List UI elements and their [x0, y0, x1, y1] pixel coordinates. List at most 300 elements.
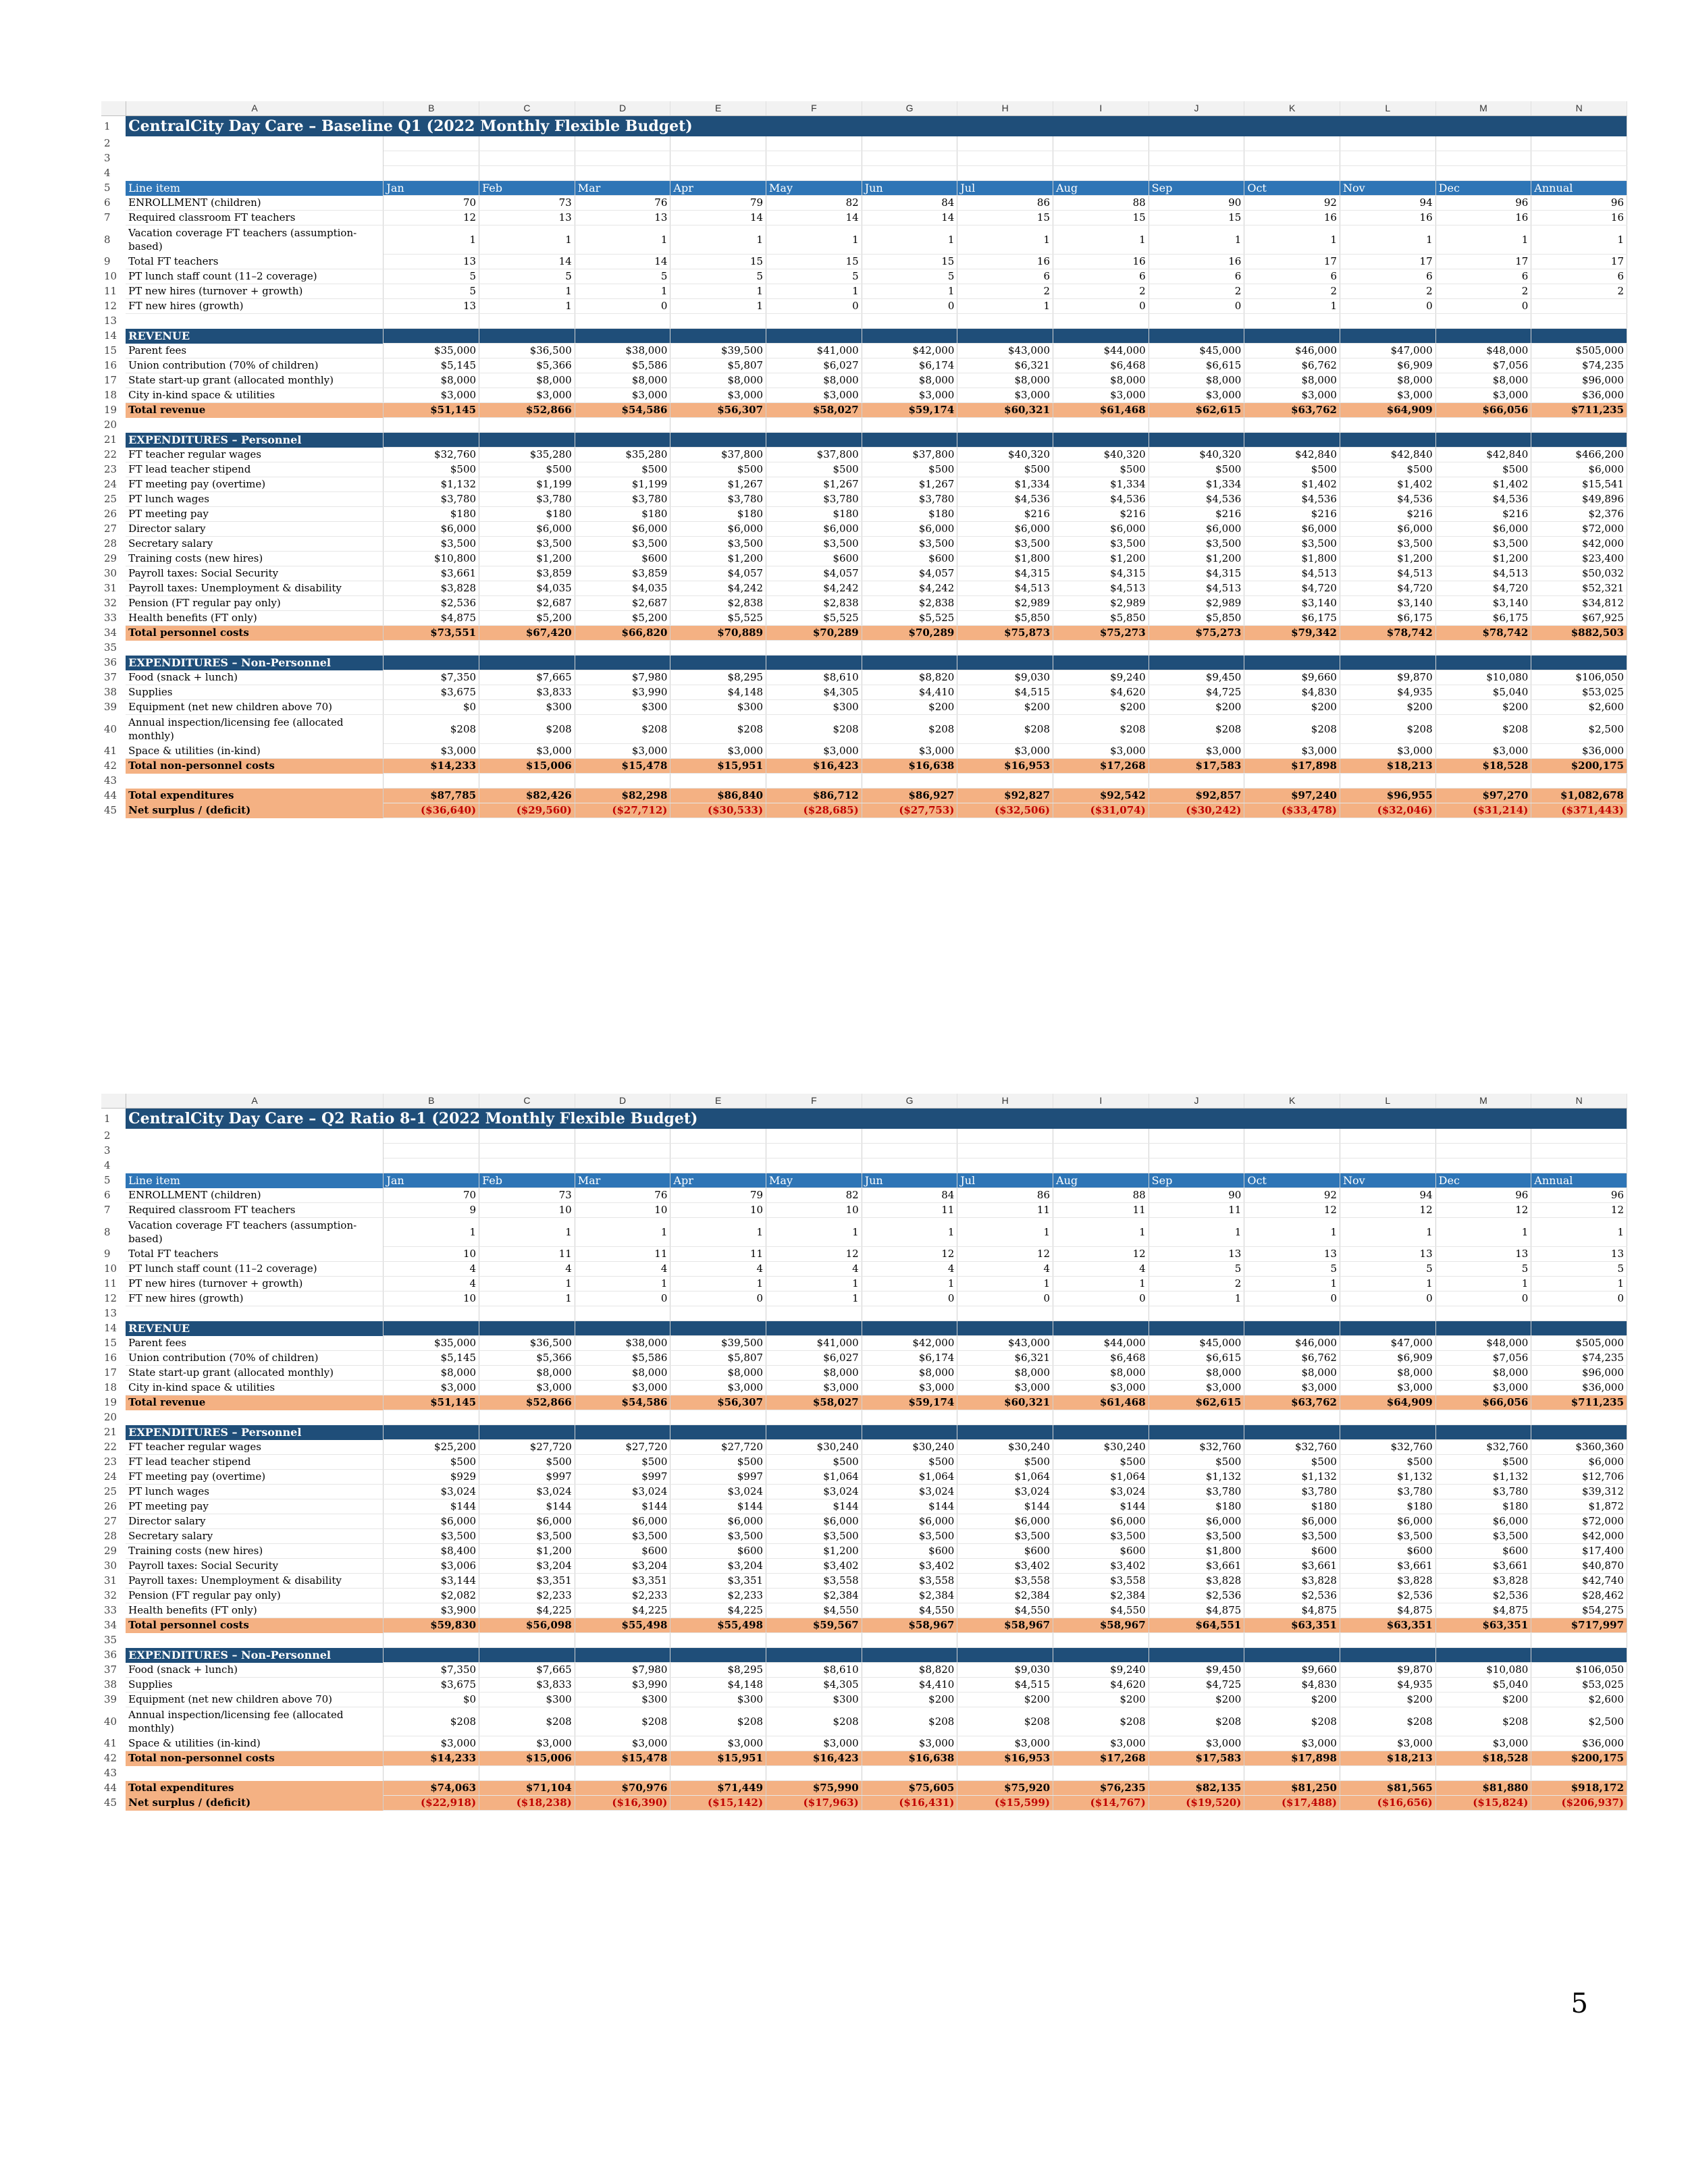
section-fill-cell[interactable]: [670, 1425, 766, 1440]
empty-cell[interactable]: [384, 1633, 479, 1648]
empty-cell[interactable]: [1149, 1144, 1244, 1158]
value-cell[interactable]: $12,706: [1531, 1470, 1627, 1485]
empty-cell[interactable]: [1149, 136, 1244, 151]
value-cell[interactable]: 1: [957, 1277, 1053, 1291]
value-cell[interactable]: $43,000: [957, 344, 1053, 358]
value-cell[interactable]: $3,500: [1149, 537, 1244, 552]
empty-cell[interactable]: [1435, 1129, 1531, 1144]
empty-cell[interactable]: [384, 418, 479, 433]
section-fill-cell[interactable]: [384, 433, 479, 448]
value-cell[interactable]: 4: [862, 1262, 957, 1277]
value-cell[interactable]: $6,000: [575, 522, 670, 537]
empty-cell[interactable]: [384, 1144, 479, 1158]
value-cell[interactable]: $4,536: [1244, 492, 1340, 507]
empty-cell[interactable]: [479, 418, 575, 433]
value-cell[interactable]: $6,000: [1435, 1514, 1531, 1529]
row-number[interactable]: 40: [104, 723, 117, 735]
value-cell[interactable]: $17,400: [1531, 1544, 1627, 1559]
empty-cell[interactable]: [1244, 1158, 1340, 1173]
row-number[interactable]: 25: [104, 493, 117, 505]
value-cell[interactable]: $3,000: [1244, 1381, 1340, 1395]
value-cell[interactable]: $42,840: [1244, 448, 1340, 462]
row-number[interactable]: 19: [104, 404, 117, 416]
value-cell[interactable]: $3,024: [1053, 1485, 1149, 1499]
value-cell[interactable]: $6,000: [1149, 1514, 1244, 1529]
value-cell[interactable]: $37,800: [766, 448, 862, 462]
value-cell[interactable]: $600: [1435, 1544, 1531, 1559]
value-cell[interactable]: $500: [670, 462, 766, 477]
row-number[interactable]: 18: [104, 389, 117, 401]
value-cell[interactable]: $6,000: [479, 522, 575, 537]
value-cell[interactable]: 4: [479, 1262, 575, 1277]
value-cell[interactable]: $3,780: [1435, 1485, 1531, 1499]
value-cell[interactable]: $216: [957, 507, 1053, 522]
value-cell[interactable]: $3,661: [1244, 1559, 1340, 1574]
value-cell[interactable]: $61,468: [1053, 403, 1149, 418]
value-cell[interactable]: ($29,560): [479, 803, 575, 818]
empty-cell[interactable]: [766, 1633, 862, 1648]
section-fill-cell[interactable]: [766, 1321, 862, 1336]
value-cell[interactable]: $300: [670, 700, 766, 715]
value-cell[interactable]: 86: [957, 196, 1053, 211]
value-cell[interactable]: $200: [1053, 700, 1149, 715]
value-cell[interactable]: $3,402: [957, 1559, 1053, 1574]
column-header[interactable]: H: [957, 1094, 1053, 1109]
value-cell[interactable]: 5: [670, 269, 766, 284]
row-number[interactable]: 28: [104, 537, 117, 550]
section-header[interactable]: EXPENDITURES – Personnel: [126, 1425, 384, 1440]
empty-cell[interactable]: [1149, 1633, 1244, 1648]
row-number[interactable]: 9: [104, 1248, 111, 1260]
value-cell[interactable]: $3,500: [1149, 1529, 1244, 1544]
value-cell[interactable]: $60,321: [957, 403, 1053, 418]
value-cell[interactable]: 94: [1340, 196, 1435, 211]
empty-cell[interactable]: [575, 1306, 670, 1321]
empty-cell[interactable]: [1435, 166, 1531, 181]
row-number[interactable]: 29: [104, 1545, 117, 1557]
row-number[interactable]: 22: [104, 1441, 117, 1453]
value-cell[interactable]: $3,675: [384, 1678, 479, 1693]
empty-cell[interactable]: [862, 314, 957, 329]
empty-cell[interactable]: [1531, 418, 1627, 433]
value-cell[interactable]: $82,135: [1149, 1781, 1244, 1796]
value-cell[interactable]: $15,541: [1531, 477, 1627, 492]
row-number[interactable]: 44: [104, 1782, 117, 1794]
section-fill-cell[interactable]: [957, 433, 1053, 448]
value-cell[interactable]: $4,513: [957, 581, 1053, 596]
value-cell[interactable]: $2,838: [862, 596, 957, 611]
value-cell[interactable]: $106,050: [1531, 1663, 1627, 1678]
empty-cell[interactable]: [1244, 314, 1340, 329]
value-cell[interactable]: $14,233: [384, 759, 479, 774]
row-number[interactable]: 31: [104, 1574, 117, 1587]
value-cell[interactable]: 16: [1149, 255, 1244, 269]
line-item-label[interactable]: PT meeting pay: [126, 507, 384, 522]
value-cell[interactable]: $23,400: [1531, 552, 1627, 566]
value-cell[interactable]: $4,057: [670, 566, 766, 581]
row-number[interactable]: 8: [104, 1226, 111, 1238]
value-cell[interactable]: $200: [862, 700, 957, 715]
value-cell[interactable]: $3,000: [957, 388, 1053, 403]
select-all-corner[interactable]: [101, 1094, 126, 1109]
value-cell[interactable]: $36,000: [1531, 1736, 1627, 1751]
value-cell[interactable]: $3,000: [1053, 388, 1149, 403]
value-cell[interactable]: $3,500: [670, 537, 766, 552]
value-cell[interactable]: $3,780: [766, 492, 862, 507]
line-item-label[interactable]: Training costs (new hires): [126, 552, 384, 566]
empty-cell[interactable]: [1149, 166, 1244, 181]
value-cell[interactable]: $4,550: [862, 1603, 957, 1618]
empty-cell[interactable]: [126, 418, 384, 433]
value-cell[interactable]: $4,148: [670, 685, 766, 700]
value-cell[interactable]: $4,315: [1053, 566, 1149, 581]
column-header[interactable]: E: [670, 101, 766, 116]
row-number[interactable]: 45: [104, 1796, 117, 1809]
line-item-label[interactable]: Equipment (net new children above 70): [126, 1693, 384, 1707]
value-cell[interactable]: $2,233: [575, 1589, 670, 1603]
empty-cell[interactable]: [1531, 1633, 1627, 1648]
value-cell[interactable]: 13: [1149, 1247, 1244, 1262]
empty-cell[interactable]: [670, 166, 766, 181]
value-cell[interactable]: $3,000: [384, 388, 479, 403]
value-cell[interactable]: $63,351: [1244, 1618, 1340, 1633]
empty-cell[interactable]: [1053, 641, 1149, 656]
value-cell[interactable]: $8,000: [1149, 373, 1244, 388]
section-fill-cell[interactable]: [479, 433, 575, 448]
value-cell[interactable]: $3,500: [862, 1529, 957, 1544]
value-cell[interactable]: 96: [1531, 196, 1627, 211]
empty-cell[interactable]: [670, 641, 766, 656]
section-fill-cell[interactable]: [479, 656, 575, 670]
value-cell[interactable]: $1,800: [957, 552, 1053, 566]
value-cell[interactable]: $3,000: [1053, 744, 1149, 759]
value-cell[interactable]: $500: [1340, 1455, 1435, 1470]
value-cell[interactable]: $216: [1244, 507, 1340, 522]
value-cell[interactable]: $3,500: [957, 1529, 1053, 1544]
value-cell[interactable]: $6,000: [384, 1514, 479, 1529]
section-fill-cell[interactable]: [575, 656, 670, 670]
value-cell[interactable]: $36,000: [1531, 1381, 1627, 1395]
column-header[interactable]: F: [766, 101, 862, 116]
row-number[interactable]: 27: [104, 1515, 117, 1527]
value-cell[interactable]: $5,586: [575, 358, 670, 373]
value-cell[interactable]: $4,513: [1053, 581, 1149, 596]
empty-cell[interactable]: [957, 1158, 1053, 1173]
value-cell[interactable]: $500: [670, 1455, 766, 1470]
empty-cell[interactable]: [479, 1766, 575, 1781]
value-cell[interactable]: $3,024: [479, 1485, 575, 1499]
value-cell[interactable]: $500: [1435, 1455, 1531, 1470]
section-fill-cell[interactable]: [384, 1425, 479, 1440]
value-cell[interactable]: 5: [384, 269, 479, 284]
value-cell[interactable]: $96,000: [1531, 373, 1627, 388]
line-item-label[interactable]: Pension (FT regular pay only): [126, 1589, 384, 1603]
line-item-label[interactable]: Supplies: [126, 685, 384, 700]
line-item-label[interactable]: Total personnel costs: [126, 626, 384, 641]
value-cell[interactable]: $208: [384, 1707, 479, 1736]
value-cell[interactable]: $3,000: [575, 1381, 670, 1395]
value-cell[interactable]: $4,035: [479, 581, 575, 596]
value-cell[interactable]: $2,500: [1531, 1707, 1627, 1736]
value-cell[interactable]: $92,542: [1053, 789, 1149, 803]
value-cell[interactable]: $7,980: [575, 1663, 670, 1678]
row-number[interactable]: 28: [104, 1530, 117, 1542]
month-header[interactable]: Oct: [1244, 1173, 1340, 1188]
row-number[interactable]: 29: [104, 552, 117, 564]
value-cell[interactable]: $4,515: [957, 685, 1053, 700]
line-item-label[interactable]: FT meeting pay (overtime): [126, 1470, 384, 1485]
row-number[interactable]: 43: [104, 1767, 117, 1779]
value-cell[interactable]: $4,315: [957, 566, 1053, 581]
empty-cell[interactable]: [1531, 151, 1627, 166]
value-cell[interactable]: $3,402: [766, 1559, 862, 1574]
value-cell[interactable]: $3,500: [1244, 1529, 1340, 1544]
value-cell[interactable]: $8,000: [575, 1366, 670, 1381]
month-header[interactable]: May: [766, 181, 862, 196]
value-cell[interactable]: 11: [575, 1247, 670, 1262]
section-fill-cell[interactable]: [1531, 656, 1627, 670]
empty-cell[interactable]: [1435, 1766, 1531, 1781]
value-cell[interactable]: $3,024: [670, 1485, 766, 1499]
value-cell[interactable]: $40,320: [1149, 448, 1244, 462]
column-header[interactable]: G: [862, 101, 957, 116]
value-cell[interactable]: 12: [1531, 1203, 1627, 1218]
value-cell[interactable]: $1,267: [670, 477, 766, 492]
value-cell[interactable]: $1,132: [384, 477, 479, 492]
value-cell[interactable]: $500: [862, 462, 957, 477]
value-cell[interactable]: $81,250: [1244, 1781, 1340, 1796]
value-cell[interactable]: $3,024: [862, 1485, 957, 1499]
row-number[interactable]: 34: [104, 627, 117, 639]
value-cell[interactable]: $1,064: [957, 1470, 1053, 1485]
line-item-label[interactable]: FT new hires (growth): [126, 299, 384, 314]
value-cell[interactable]: $2,989: [957, 596, 1053, 611]
empty-cell[interactable]: [1244, 1144, 1340, 1158]
value-cell[interactable]: ($15,142): [670, 1796, 766, 1811]
column-header[interactable]: A: [126, 1094, 384, 1109]
value-cell[interactable]: $1,082,678: [1531, 789, 1627, 803]
value-cell[interactable]: $41,000: [766, 344, 862, 358]
line-item-label[interactable]: City in-kind space & utilities: [126, 1381, 384, 1395]
value-cell[interactable]: $500: [384, 462, 479, 477]
value-cell[interactable]: ($30,533): [670, 803, 766, 818]
value-cell[interactable]: 1: [575, 225, 670, 255]
value-cell[interactable]: $16,638: [862, 1751, 957, 1766]
value-cell[interactable]: $180: [1149, 1499, 1244, 1514]
value-cell[interactable]: 1: [1149, 1218, 1244, 1247]
value-cell[interactable]: $3,500: [862, 537, 957, 552]
value-cell[interactable]: $82,298: [575, 789, 670, 803]
empty-cell[interactable]: [1435, 1633, 1531, 1648]
value-cell[interactable]: $32,760: [1244, 1440, 1340, 1455]
value-cell[interactable]: $3,000: [1340, 388, 1435, 403]
section-fill-cell[interactable]: [1531, 1425, 1627, 1440]
value-cell[interactable]: $6,000: [1531, 1455, 1627, 1470]
value-cell[interactable]: $200: [1340, 1693, 1435, 1707]
value-cell[interactable]: $75,273: [1149, 626, 1244, 641]
value-cell[interactable]: $5,200: [575, 611, 670, 626]
value-cell[interactable]: $500: [384, 1455, 479, 1470]
section-fill-cell[interactable]: [670, 1321, 766, 1336]
value-cell[interactable]: ($15,824): [1435, 1796, 1531, 1811]
row-number[interactable]: 36: [104, 1649, 117, 1661]
value-cell[interactable]: $144: [766, 1499, 862, 1514]
empty-cell[interactable]: [126, 1158, 384, 1173]
value-cell[interactable]: $3,000: [670, 1736, 766, 1751]
empty-cell[interactable]: [575, 1144, 670, 1158]
value-cell[interactable]: 4: [575, 1262, 670, 1277]
row-number[interactable]: 25: [104, 1485, 117, 1497]
value-cell[interactable]: 88: [1053, 1188, 1149, 1203]
value-cell[interactable]: $6,000: [1340, 1514, 1435, 1529]
line-item-label[interactable]: City in-kind space & utilities: [126, 388, 384, 403]
line-item-label[interactable]: Payroll taxes: Unemployment & disability: [126, 581, 384, 596]
value-cell[interactable]: $52,866: [479, 403, 575, 418]
line-item-label[interactable]: Secretary salary: [126, 537, 384, 552]
value-cell[interactable]: $2,600: [1531, 1693, 1627, 1707]
section-fill-cell[interactable]: [1244, 329, 1340, 344]
value-cell[interactable]: $47,000: [1340, 1336, 1435, 1351]
value-cell[interactable]: 16: [957, 255, 1053, 269]
value-cell[interactable]: $2,536: [1244, 1589, 1340, 1603]
value-cell[interactable]: $180: [384, 507, 479, 522]
value-cell[interactable]: $9,240: [1053, 1663, 1149, 1678]
value-cell[interactable]: $4,830: [1244, 685, 1340, 700]
value-cell[interactable]: $17,898: [1244, 759, 1340, 774]
value-cell[interactable]: 0: [1340, 299, 1435, 314]
row-number[interactable]: 2: [104, 137, 111, 150]
value-cell[interactable]: $2,989: [1149, 596, 1244, 611]
empty-cell[interactable]: [1340, 1158, 1435, 1173]
line-item-label[interactable]: PT lunch wages: [126, 1485, 384, 1499]
row-number[interactable]: 30: [104, 1560, 117, 1572]
empty-cell[interactable]: [670, 151, 766, 166]
section-fill-cell[interactable]: [1149, 1648, 1244, 1663]
section-fill-cell[interactable]: [1149, 433, 1244, 448]
value-cell[interactable]: $16,423: [766, 759, 862, 774]
value-cell[interactable]: 5: [1435, 1262, 1531, 1277]
empty-cell[interactable]: [126, 151, 384, 166]
value-cell[interactable]: $2,838: [670, 596, 766, 611]
value-cell[interactable]: $92,827: [957, 789, 1053, 803]
value-cell[interactable]: $3,780: [1340, 1485, 1435, 1499]
row-number[interactable]: 26: [104, 1500, 117, 1512]
value-cell[interactable]: 6: [1244, 269, 1340, 284]
empty-cell[interactable]: [1531, 1129, 1627, 1144]
value-cell[interactable]: $4,875: [1149, 1603, 1244, 1618]
value-cell[interactable]: $30,240: [766, 1440, 862, 1455]
value-cell[interactable]: $81,880: [1435, 1781, 1531, 1796]
empty-cell[interactable]: [766, 1410, 862, 1425]
value-cell[interactable]: $3,859: [575, 566, 670, 581]
value-cell[interactable]: 12: [1340, 1203, 1435, 1218]
column-header[interactable]: F: [766, 1094, 862, 1109]
empty-cell[interactable]: [1435, 1158, 1531, 1173]
empty-cell[interactable]: [479, 314, 575, 329]
value-cell[interactable]: 13: [1244, 1247, 1340, 1262]
value-cell[interactable]: $3,000: [766, 1736, 862, 1751]
value-cell[interactable]: $200: [1435, 700, 1531, 715]
value-cell[interactable]: $3,500: [575, 1529, 670, 1544]
value-cell[interactable]: $4,513: [1244, 566, 1340, 581]
line-item-label[interactable]: Food (snack + lunch): [126, 1663, 384, 1678]
empty-cell[interactable]: [1149, 314, 1244, 329]
empty-cell[interactable]: [1435, 1144, 1531, 1158]
value-cell[interactable]: 1: [479, 284, 575, 299]
value-cell[interactable]: $500: [766, 462, 862, 477]
value-cell[interactable]: $3,140: [1435, 596, 1531, 611]
empty-cell[interactable]: [575, 1158, 670, 1173]
row-number[interactable]: 33: [104, 1604, 117, 1616]
value-cell[interactable]: 1: [1149, 1291, 1244, 1306]
empty-cell[interactable]: [126, 774, 384, 789]
value-cell[interactable]: $78,742: [1340, 626, 1435, 641]
line-item-label[interactable]: Annual inspection/licensing fee (allocated monthly): [126, 1707, 384, 1736]
value-cell[interactable]: $208: [766, 715, 862, 744]
line-item-label[interactable]: PT lunch staff count (11–2 coverage): [126, 1262, 384, 1277]
value-cell[interactable]: $92,857: [1149, 789, 1244, 803]
value-cell[interactable]: 0: [1053, 299, 1149, 314]
value-cell[interactable]: 1: [670, 1218, 766, 1247]
line-item-label[interactable]: FT teacher regular wages: [126, 448, 384, 462]
value-cell[interactable]: $144: [862, 1499, 957, 1514]
value-cell[interactable]: $3,144: [384, 1574, 479, 1589]
empty-cell[interactable]: [1340, 1144, 1435, 1158]
empty-cell[interactable]: [766, 418, 862, 433]
row-number[interactable]: 33: [104, 612, 117, 624]
value-cell[interactable]: $8,000: [1340, 373, 1435, 388]
value-cell[interactable]: $16,423: [766, 1751, 862, 1766]
value-cell[interactable]: $216: [1149, 507, 1244, 522]
value-cell[interactable]: $5,525: [862, 611, 957, 626]
value-cell[interactable]: $180: [479, 507, 575, 522]
value-cell[interactable]: $3,000: [1435, 388, 1531, 403]
value-cell[interactable]: 12: [862, 1247, 957, 1262]
value-cell[interactable]: 1: [575, 1277, 670, 1291]
value-cell[interactable]: $35,000: [384, 1336, 479, 1351]
row-number[interactable]: 24: [104, 478, 117, 490]
line-item-label[interactable]: PT lunch staff count (11–2 coverage): [126, 269, 384, 284]
line-item-label[interactable]: Vacation coverage FT teachers (assumption-based): [126, 1218, 384, 1247]
section-fill-cell[interactable]: [862, 1648, 957, 1663]
section-fill-cell[interactable]: [575, 433, 670, 448]
line-item-label[interactable]: Payroll taxes: Social Security: [126, 566, 384, 581]
empty-cell[interactable]: [126, 136, 384, 151]
column-header[interactable]: E: [670, 1094, 766, 1109]
empty-cell[interactable]: [957, 1129, 1053, 1144]
section-fill-cell[interactable]: [862, 1321, 957, 1336]
line-item-header[interactable]: Line item: [126, 181, 384, 196]
section-fill-cell[interactable]: [1149, 329, 1244, 344]
value-cell[interactable]: $2,536: [384, 596, 479, 611]
value-cell[interactable]: $61,468: [1053, 1395, 1149, 1410]
value-cell[interactable]: $3,780: [1244, 1485, 1340, 1499]
value-cell[interactable]: $3,500: [766, 537, 862, 552]
value-cell[interactable]: $200: [1053, 1693, 1149, 1707]
value-cell[interactable]: $66,056: [1435, 403, 1531, 418]
month-header[interactable]: Jun: [862, 181, 957, 196]
month-header[interactable]: Apr: [670, 181, 766, 196]
section-fill-cell[interactable]: [1053, 329, 1149, 344]
value-cell[interactable]: $7,056: [1435, 1351, 1531, 1366]
value-cell[interactable]: 0: [766, 299, 862, 314]
value-cell[interactable]: $71,104: [479, 1781, 575, 1796]
value-cell[interactable]: 4: [384, 1277, 479, 1291]
empty-cell[interactable]: [766, 1766, 862, 1781]
row-number[interactable]: 42: [104, 760, 117, 772]
value-cell[interactable]: $54,586: [575, 403, 670, 418]
value-cell[interactable]: 14: [766, 211, 862, 225]
